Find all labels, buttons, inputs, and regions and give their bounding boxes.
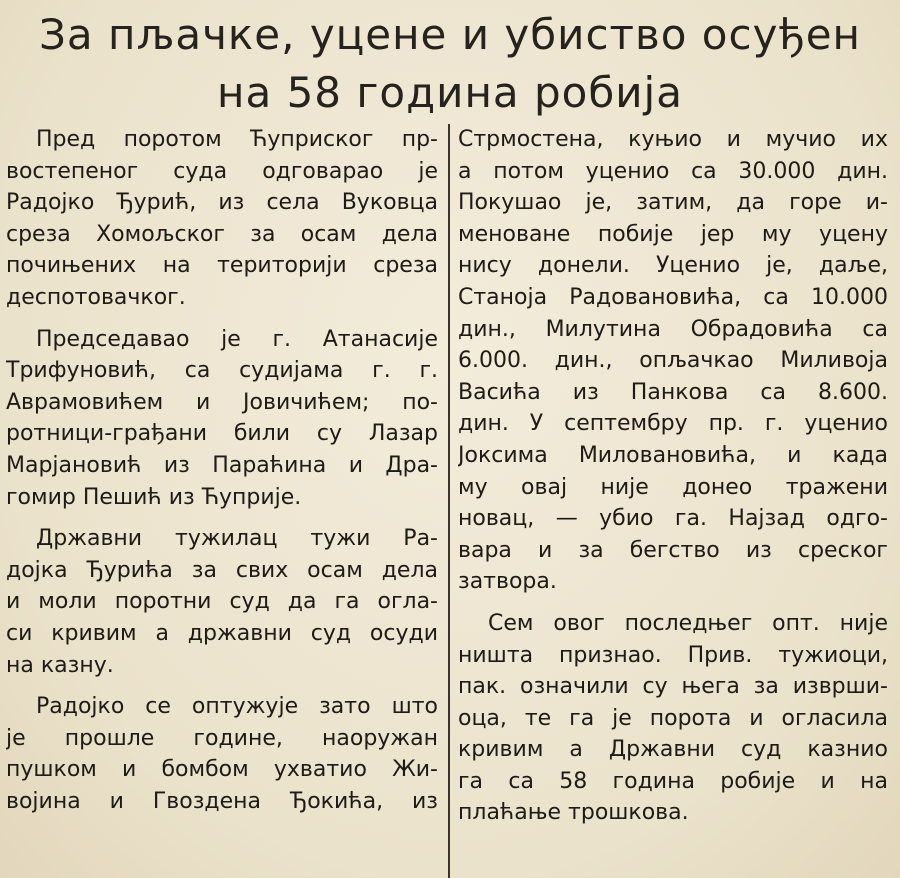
text-line: ротници-грађани били су Лазар [6,421,438,447]
text-line: му овај није донео тражени [458,474,888,500]
paragraph-gap [6,314,438,324]
column-divider [448,124,450,878]
text-line: нису донели. Уценио је, даље, [458,253,888,279]
text-line: а потом уценио са 30.000 дин. [458,158,888,184]
text-line: затвора. [458,569,557,595]
text-line: Радојко се оптужује зато што [36,694,438,720]
text-line: меноване побије јер му уцену [458,221,888,247]
text-line: војина и Гвоздена Ђокића, из [6,788,438,814]
headline-line-1: За пљачке, уцене и убиство осуђен [38,10,862,59]
text-line: Покушао је, затим, да горе и- [458,190,888,216]
text-line: пак. означили су њега за изврши- [458,674,888,700]
text-line: востепеног суда одговарао је [6,158,438,184]
left-column [6,124,438,817]
text-line: Станоја Радовановића, са 10.000 [458,284,888,310]
text-line: Јоксима Миловановића, и када [458,442,888,468]
text-line: деспотовачког. [6,284,186,310]
text-line: на казну. [6,652,114,678]
text-line: Трифуновић, са судијама г. г. [6,358,438,384]
text-line: Пред поротом Ћуприског пр- [36,127,438,152]
text-line: кривим а Државни суд казнио [458,737,888,763]
text-line: дојка Ђурића за свих осам дела [6,557,438,583]
text-line: почињених на територији среза [6,253,438,279]
text-line: Васића из Панкова са 8.600. [458,379,888,405]
text-line: Марјановић из Параћина и Дра- [6,452,438,478]
text-line: ништа признао. Прив. тужиоци, [458,642,888,668]
text-line: Државни тужилац тужи Ра- [36,526,438,552]
headline-line-2: на 58 година робија [217,68,683,117]
text-line: пушком и бомбом ухватио Жи- [6,757,438,783]
text-line: је прошле године, наоружан [6,725,438,751]
text-line: си кривим а државни суд осуди [6,620,438,646]
paragraph-gap [458,598,888,608]
text-line: вара и за бегство из среског [458,537,888,563]
text-line: оца, те га је порота и огласила [458,705,888,731]
text-line: 6.000. дин., опљачкао Миливоја [458,348,888,374]
text-line: Стрмостена, куњио и мучио их [458,127,888,152]
text-line: Радојко Ђурић, из села Вуковца [6,190,438,216]
text-line: га са 58 година робије и на [458,768,888,794]
text-line: дин. У септембру пр. г. уценио [458,411,888,437]
paragraph-gap [6,681,438,691]
text-line: новац, — убио га. Најзад одго- [458,506,888,532]
text-line: среза Хомољског за осам дела [6,221,438,247]
paragraph-gap [6,513,438,523]
right-column [458,124,888,829]
text-line: Председавао је г. Атанасије [36,326,438,352]
text-line: и моли поротни суд да га огла- [6,589,438,615]
text-line: гомир Пешић из Ћуприје. [6,484,302,510]
text-line: Сем овог последњег опт. није [488,610,888,636]
text-line: дин., Милутина Обрадовића са [458,316,888,342]
headline [0,6,900,122]
text-line: плаћање трошкова. [458,800,689,826]
text-line: Аврамовићем и Јовичићем; по- [6,389,438,415]
